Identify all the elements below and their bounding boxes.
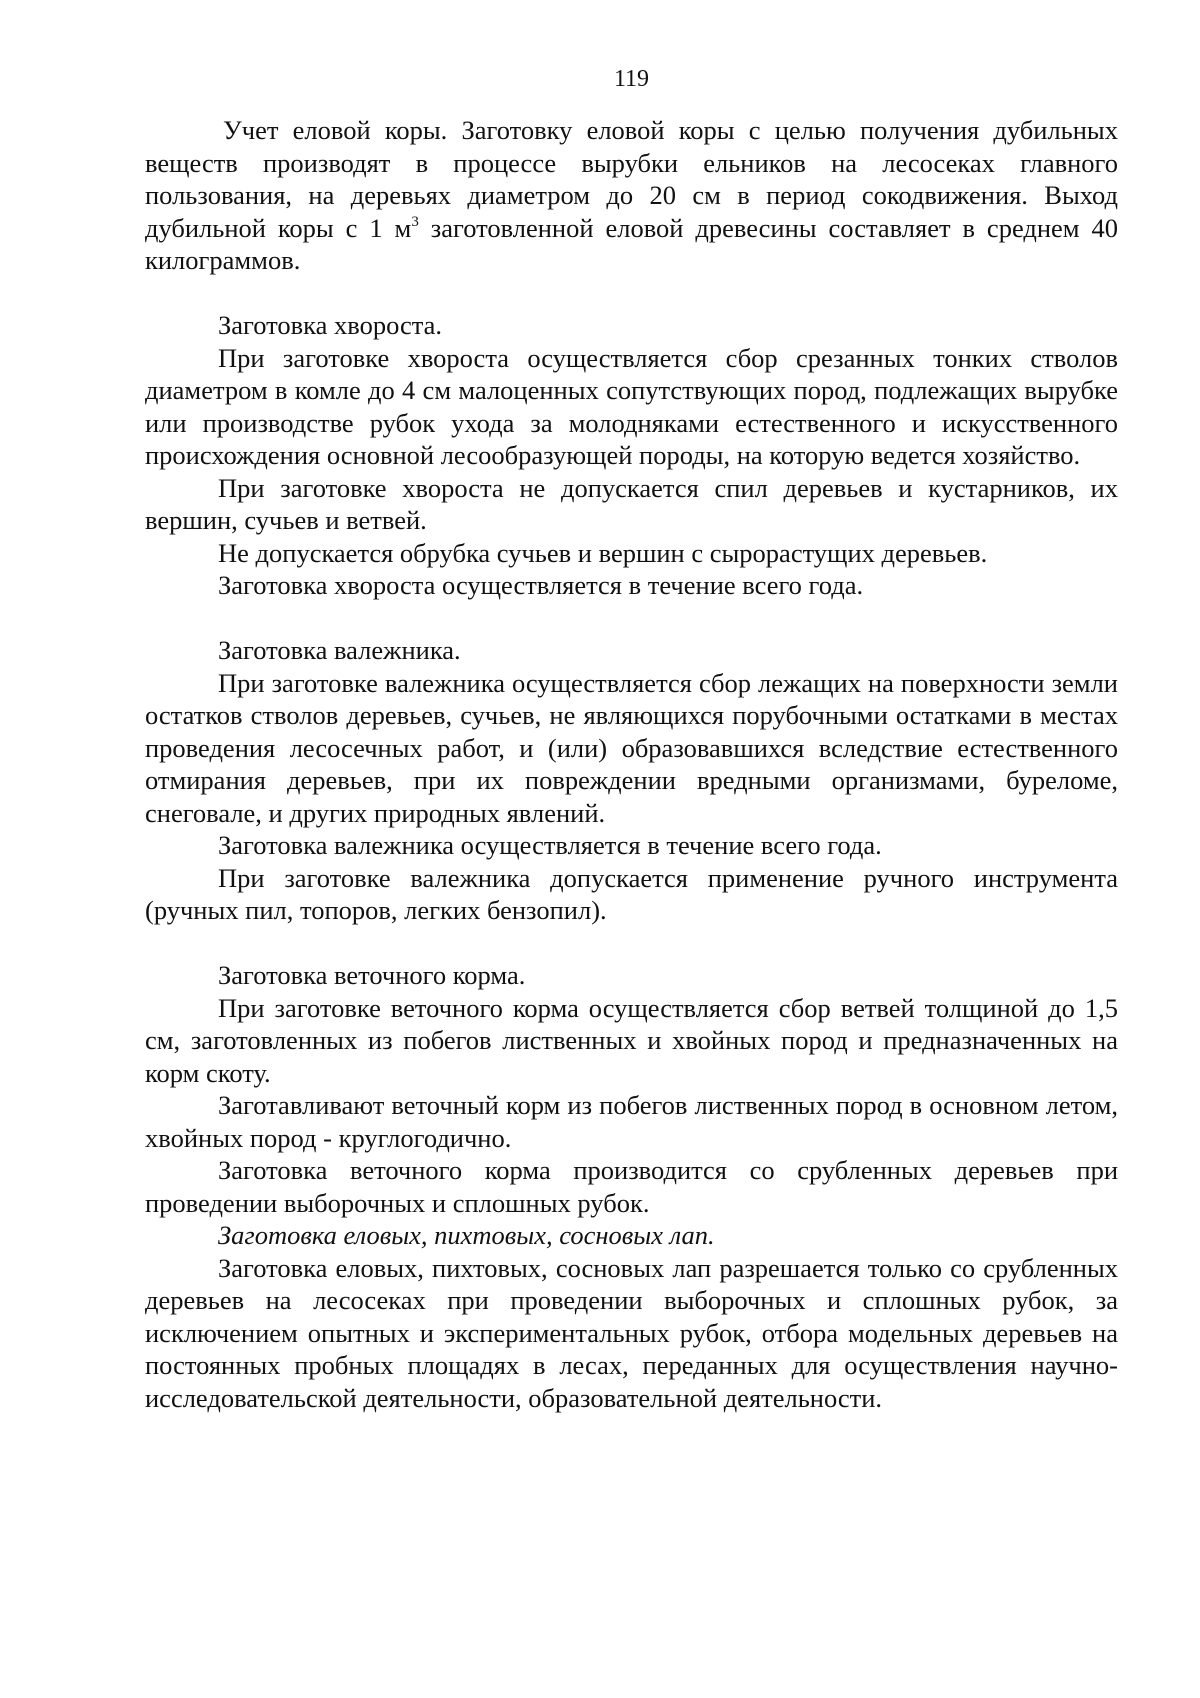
section-heading-fodder: Заготовка веточного корма. xyxy=(218,960,526,990)
bark-paragraph xyxy=(145,114,1118,277)
section-heading-branches: Заготовка еловых, пихтовых, сосновых лап. xyxy=(218,1220,715,1250)
deadwood-paragraph: При заготовке валежника осуществляется сбор лежащих на поверхности земли остатков стволов деревьев, сучьев, не являющихся порубочными остатками в местах проведения лесосечных работ, и (или) образовавшихся вследствие естественного отмирания деревьев, при их повреждении вредными организмами, буреломе, снеговале, и других природных явлений. xyxy=(145,667,1118,828)
fodder-paragraph: Заготовка веточного корма производится со срубленных деревьев при проведении выборочных и сплошных рубок. xyxy=(145,1155,1118,1218)
branches-paragraph: Заготовка еловых, пихтовых, сосновых лап разрешается только со срубленных деревьев на лесосеках при проведении выборочных и сплошных рубок, за исключением опытных и экспериментальных рубок, отбора модельных деревьев на постоянных пробных площадях в лесах, переданных для осуществления научно-исследовательской деятельности, образовательной деятельности. xyxy=(145,1252,1118,1413)
section-gap xyxy=(145,602,1118,635)
bark-text-before: Учет еловой коры. Заготовку еловой коры с целью получения дубильных веществ производят в процессе вырубки ельников на лесосеках главного пользования, на деревьях диаметром до 20 см в период сокодвижения. Выход дубильной коры с 1 м xyxy=(145,115,1118,243)
fodder-paragraph: При заготовке веточного корма осуществляется сбор ветвей толщиной до 1,5 см, заготовленных из побегов лиственных и хвойных пород и предназначенных на корм скоту. xyxy=(145,992,1118,1088)
brushwood-paragraph: При заготовке хвороста осуществляется сбор срезанных тонких стволов диаметром в комле до 4 см малоценных сопутствующих пород, подлежащих вырубке или производстве рубок ухода за молодняками естественного и искусственного происхождения основной лесообразующей породы, на которую ведется хозяйство. xyxy=(145,342,1118,470)
document-body xyxy=(145,114,1118,1414)
brushwood-paragraph: При заготовке хвороста не допускается спил деревьев и кустарников, их вершин, сучьев и ветвей. xyxy=(145,472,1118,535)
section-heading-deadwood: Заготовка валежника. xyxy=(218,635,461,665)
section-heading-brushwood: Заготовка хвороста. xyxy=(218,310,443,340)
bark-text-after: заготовленной еловой древесины составляет в среднем 40 килограммов. xyxy=(145,212,1118,275)
deadwood-paragraph: Заготовка валежника осуществляется в течение всего года. xyxy=(218,830,882,860)
cubic-superscript: 3 xyxy=(411,213,419,230)
section-gap xyxy=(145,277,1118,310)
brushwood-paragraph: Не допускается обрубка сучьев и вершин с сырорастущих деревьев. xyxy=(218,537,988,568)
deadwood-paragraph: При заготовке валежника допускается применение ручного инструмента (ручных пил, топоров, легких бензопил). xyxy=(145,862,1118,925)
section-gap xyxy=(145,927,1118,960)
page-number: 119 xyxy=(613,66,650,92)
fodder-paragraph: Заготавливают веточный корм из побегов лиственных пород в основном летом, хвойных пород - круглогодично. xyxy=(145,1090,1118,1153)
brushwood-paragraph: Заготовка хвороста осуществляется в течение всего года. xyxy=(218,570,864,600)
